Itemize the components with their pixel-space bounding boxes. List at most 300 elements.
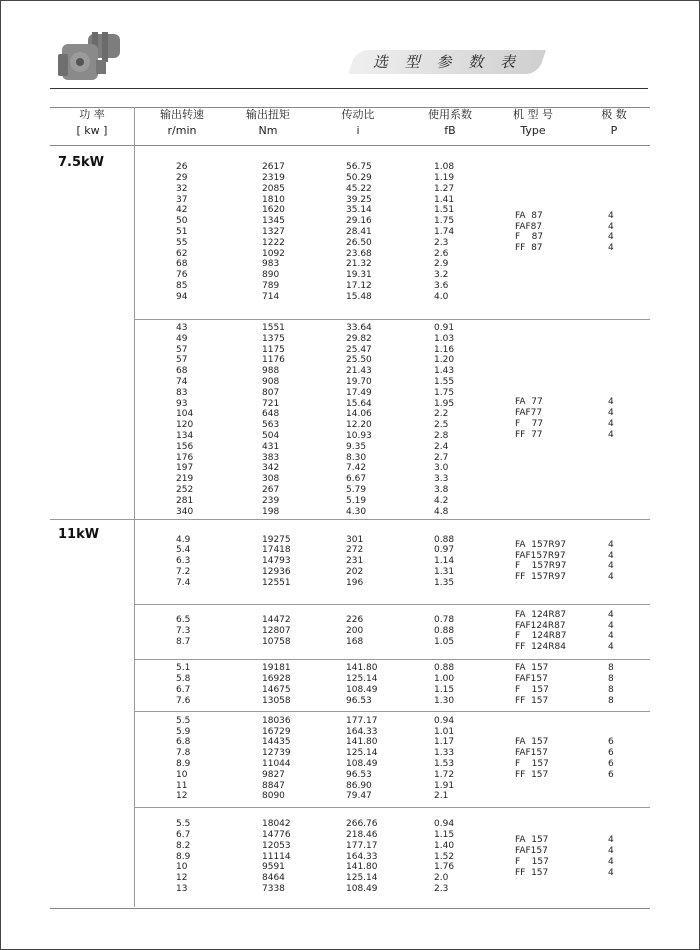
pole-count: 4 [608,609,614,620]
cell-torque: 988 [262,366,280,377]
cell-factor: 1.20 [434,355,455,366]
torque-column [262,663,291,706]
cell-speed: 8.2 [176,840,191,851]
cell-factor: 0.88 [434,534,455,545]
cell-speed: 57 [176,344,188,355]
model-type: FAF77 [515,408,543,419]
cell-torque: 19275 [262,534,291,545]
model-list [515,211,543,254]
cell-ratio: 33.64 [346,323,372,333]
cell-torque: 8464 [262,873,285,884]
cell-ratio: 125.14 [346,748,378,759]
model-type: F 157 [515,856,549,867]
cell-factor: 1.52 [434,851,455,862]
cell-torque: 14776 [262,829,291,840]
cell-ratio: 29.16 [346,216,372,227]
cell-ratio: 108.49 [346,684,378,695]
cell-ratio: 5.19 [346,495,367,506]
cell-ratio: 196 [346,577,364,588]
group-divider [134,604,650,605]
cell-speed: 51 [176,227,188,238]
model-type: FA 157R97 [515,539,567,550]
cell-speed: 219 [176,474,194,485]
cell-speed: 12 [176,873,188,884]
cell-speed: 13 [176,883,188,894]
group-divider [134,807,650,808]
model-type: FF 157 [515,867,549,878]
pole-count: 4 [608,221,614,232]
cell-speed: 42 [176,205,188,216]
cell-speed: 62 [176,248,188,259]
cell-speed: 252 [176,484,194,495]
cell-factor: 2.7 [434,452,449,463]
cell-ratio: 177.17 [346,840,378,851]
cell-factor: 4.2 [434,495,449,506]
cell-speed: 85 [176,281,188,292]
header-power [50,107,134,145]
pole-list [608,737,614,780]
header-power-label: 功 率 [79,108,105,121]
cell-factor: 1.43 [434,366,455,377]
cell-torque: 239 [262,495,280,506]
cell-factor: 3.6 [434,281,449,292]
pole-list [608,610,614,653]
cell-torque: 1092 [262,248,285,259]
header-poles-label: 极 数 [601,108,627,121]
cell-factor: 2.0 [434,873,449,884]
cell-speed: 104 [176,409,194,420]
pole-count: 4 [608,539,614,550]
cell-ratio: 25.50 [346,355,372,366]
cell-ratio: 8.30 [346,452,367,463]
cell-speed: 74 [176,376,188,387]
cell-ratio: 96.53 [346,769,372,780]
pole-count: 4 [608,418,614,429]
cell-torque: 714 [262,291,280,302]
cell-torque: 267 [262,484,280,495]
cell-ratio: 4.30 [346,506,367,517]
cell-speed: 10 [176,862,188,873]
cell-speed: 281 [176,495,194,506]
speed-column [176,663,190,706]
model-type: FAF157 [515,846,548,857]
cell-factor: 0.94 [434,715,455,726]
cell-speed: 176 [176,452,194,463]
model-type: FF 77 [515,429,543,440]
cell-speed: 6.7 [176,684,191,695]
speed-column [176,535,190,589]
cell-factor: 1.27 [434,183,455,194]
cell-speed: 57 [176,355,188,366]
pole-count: 4 [608,429,614,440]
cell-ratio: 7.42 [346,463,367,474]
pole-count: 8 [608,663,614,674]
model-list [515,737,549,780]
cell-ratio: 45.22 [346,183,372,194]
cell-ratio: 141.80 [346,862,378,873]
cell-factor: 1.95 [434,398,455,409]
cell-factor: 1.00 [434,674,455,685]
cell-torque: 13058 [262,695,291,706]
pole-count: 4 [608,232,614,243]
cell-speed: 7.8 [176,748,191,759]
factor-column [434,162,454,302]
model-list [515,397,543,440]
page-title: 选 型 参 数 表 [372,53,522,71]
model-type: FA 157 [515,737,549,748]
cell-torque: 807 [262,387,280,398]
cell-torque: 1810 [262,194,285,205]
cell-speed: 55 [176,237,188,248]
cell-speed: 6.8 [176,737,191,748]
cell-factor: 1.19 [434,173,455,184]
cell-ratio: 200 [346,626,364,637]
speed-column [176,162,187,302]
section-divider [50,519,650,520]
cell-speed: 5.8 [176,674,191,685]
cell-factor: 1.74 [434,227,455,238]
cell-speed: 11 [176,780,188,791]
cell-factor: 1.33 [434,748,455,759]
cell-torque: 8090 [262,791,285,802]
cell-speed: 83 [176,387,188,398]
header-factor-label: 使用系数 [428,108,472,121]
header-torque [232,107,304,145]
cell-factor: 1.53 [434,758,455,769]
cell-torque: 14793 [262,556,291,567]
model-type: FAF157 [515,674,548,685]
power-column-divider [134,107,135,907]
model-type: FA 157 [515,835,549,846]
cell-torque: 2085 [262,183,285,194]
cell-ratio: 15.48 [346,291,372,302]
cell-factor: 0.78 [434,615,455,626]
pole-list [608,540,614,583]
pole-count: 4 [608,243,614,254]
pole-count: 4 [608,572,614,583]
cell-factor: 1.03 [434,333,455,344]
cell-speed: 68 [176,366,188,377]
cell-torque: 14435 [262,737,291,748]
pole-count: 4 [608,631,614,642]
cell-torque: 789 [262,281,280,292]
pole-count: 4 [608,408,614,419]
pole-count: 4 [608,835,614,846]
cell-factor: 1.30 [434,695,455,706]
cell-speed: 8.7 [176,636,191,647]
model-type: FAF157 [515,748,548,759]
cell-torque: 17418 [262,545,291,556]
cell-factor: 2.2 [434,409,449,420]
cell-factor: 1.05 [434,636,455,647]
model-type: F 157 [515,684,549,695]
cell-speed: 7.2 [176,566,191,577]
cell-torque: 648 [262,409,280,420]
cell-torque: 1176 [262,355,285,366]
model-type: FA 77 [515,397,543,408]
cell-ratio: 56.75 [346,162,372,173]
cell-speed: 6.5 [176,615,191,626]
cell-speed: 32 [176,183,188,194]
cell-factor: 1.31 [434,566,455,577]
torque-column [262,323,285,517]
pole-count: 4 [608,846,614,857]
cell-ratio: 26.50 [346,237,372,248]
ratio-column [346,323,372,517]
pole-count: 4 [608,561,614,572]
cell-speed: 50 [176,216,188,227]
cell-torque: 504 [262,430,280,441]
ratio-column [346,162,372,302]
header-torque-label: 输出扭矩 [246,108,290,121]
cell-speed: 6.3 [176,556,191,567]
cell-torque: 12936 [262,566,291,577]
pole-count: 4 [608,397,614,408]
cell-torque: 983 [262,259,280,270]
cell-torque: 11044 [262,758,291,769]
cell-speed: 7.3 [176,626,191,637]
factor-column [434,716,454,802]
cell-ratio: 226 [346,615,364,626]
cell-torque: 7338 [262,883,285,894]
header-speed-label: 输出转速 [160,108,204,121]
cell-speed: 5.5 [176,819,191,830]
pole-list [608,397,614,440]
model-list [515,663,549,706]
cell-factor: 2.4 [434,441,449,452]
cell-torque: 2617 [262,162,285,173]
pole-count: 4 [608,550,614,561]
factor-column [434,615,454,647]
cell-ratio: 108.49 [346,883,378,894]
cell-factor: 1.75 [434,216,455,227]
torque-column [262,819,291,895]
cell-factor: 2.3 [434,883,449,894]
header-rule [50,145,650,146]
cell-torque: 308 [262,474,280,485]
header-power-unit: [ kw ] [76,124,108,137]
power-rating: 7.5kW [58,155,105,170]
cell-factor: 1.01 [434,726,455,737]
cell-factor: 1.91 [434,780,455,791]
header-ratio-unit: i [356,124,360,137]
cell-torque: 1620 [262,205,285,216]
cell-ratio: 141.80 [346,737,378,748]
cell-speed: 7.6 [176,695,191,706]
cell-ratio: 168 [346,636,364,647]
cell-ratio: 6.67 [346,474,367,485]
cell-factor: 3.8 [434,484,449,495]
pole-count: 8 [608,695,614,706]
cell-torque: 16729 [262,726,291,737]
model-type: FAF157R97 [515,550,566,561]
cell-ratio: 164.33 [346,726,378,737]
power-rating: 11kW [58,527,100,542]
cell-factor: 1.16 [434,344,455,355]
pole-count: 6 [608,758,614,769]
cell-speed: 5.5 [176,715,191,726]
cell-ratio: 79.47 [346,791,372,802]
model-type: F 87 [515,232,544,243]
cell-factor: 2.8 [434,430,449,441]
group-divider [134,711,650,712]
cell-speed: 6.7 [176,829,191,840]
cell-speed: 94 [176,291,188,302]
cell-ratio: 28.41 [346,227,372,238]
group-divider [134,659,650,660]
cell-torque: 12053 [262,840,291,851]
cell-torque: 11114 [262,851,291,862]
cell-ratio: 141.80 [346,663,378,674]
cell-torque: 908 [262,376,280,387]
group-divider [134,319,650,320]
cell-factor: 2.6 [434,248,449,259]
cell-ratio: 21.43 [346,366,372,377]
cell-factor: 1.15 [434,684,455,695]
ratio-column [346,663,378,706]
cell-ratio: 9.35 [346,441,367,452]
cell-ratio: 218.46 [346,829,378,840]
cell-torque: 9591 [262,862,285,873]
pole-count: 4 [608,210,614,221]
cell-factor: 1.41 [434,194,455,205]
cell-torque: 12807 [262,626,291,637]
cell-torque: 14472 [262,615,291,626]
cell-torque: 198 [262,506,280,517]
cell-speed: 197 [176,463,194,474]
header-model-label: 机 型 号 [513,108,553,121]
speed-column [176,615,190,647]
cell-speed: 43 [176,323,188,333]
cell-torque: 16928 [262,674,291,685]
cell-ratio: 231 [346,556,364,567]
cell-factor: 0.88 [434,663,455,674]
cell-factor: 3.3 [434,474,449,485]
cell-torque: 18036 [262,715,291,726]
cell-factor: 0.97 [434,545,455,556]
cell-factor: 2.9 [434,259,449,270]
cell-ratio: 12.20 [346,420,372,431]
model-type: FA 157 [515,663,549,674]
cell-ratio: 39.25 [346,194,372,205]
cell-ratio: 17.12 [346,281,372,292]
cell-ratio: 17.49 [346,387,372,398]
pole-list [608,835,614,878]
cell-speed: 49 [176,333,188,344]
cell-torque: 1345 [262,216,285,227]
cell-factor: 1.08 [434,162,455,173]
model-type: F 77 [515,418,544,429]
cell-ratio: 266.76 [346,819,378,830]
cell-ratio: 23.68 [346,248,372,259]
model-type: FF 157 [515,769,549,780]
cell-factor: 1.35 [434,577,455,588]
cell-speed: 340 [176,506,194,517]
pole-count: 6 [608,737,614,748]
cell-ratio: 50.29 [346,173,372,184]
cell-ratio: 177.17 [346,715,378,726]
cell-ratio: 125.14 [346,873,378,884]
header-ratio [322,107,394,145]
cell-ratio: 19.70 [346,376,372,387]
speed-column [176,819,190,895]
cell-torque: 8847 [262,780,285,791]
cell-torque: 431 [262,441,280,452]
factor-column [434,535,454,589]
ratio-column [346,819,378,895]
cell-ratio: 35.14 [346,205,372,216]
cell-factor: 3.0 [434,463,449,474]
cell-factor: 1.75 [434,387,455,398]
gear-motor-image [58,26,124,84]
model-type: FF 157R97 [515,572,566,583]
cell-torque: 1327 [262,227,285,238]
cell-factor: 1.40 [434,840,455,851]
cell-speed: 8.9 [176,851,191,862]
cell-speed: 8.9 [176,758,191,769]
cell-torque: 1175 [262,344,285,355]
cell-ratio: 15.64 [346,398,372,409]
cell-speed: 12 [176,791,188,802]
cell-torque: 890 [262,270,280,281]
pole-count: 4 [608,867,614,878]
header-ratio-label: 传动比 [341,108,375,121]
cell-ratio: 29.82 [346,333,372,344]
model-type: FF 87 [515,243,543,254]
cell-torque: 9827 [262,769,285,780]
cell-speed: 5.9 [176,726,191,737]
cell-torque: 1551 [262,323,285,333]
cell-speed: 7.4 [176,577,191,588]
model-type: FF 157 [515,695,549,706]
cell-factor: 0.91 [434,323,455,333]
header-model [500,107,566,145]
model-type: FAF87 [515,221,543,232]
ratio-column [346,615,363,647]
model-type: FAF124R87 [515,620,566,631]
header-factor-unit: fB [444,124,456,137]
cell-speed: 29 [176,173,188,184]
cell-ratio: 96.53 [346,695,372,706]
cell-factor: 1.15 [434,829,455,840]
cell-torque: 10758 [262,636,291,647]
cell-factor: 0.88 [434,626,455,637]
cell-factor: 1.72 [434,769,455,780]
header-speed-unit: r/min [167,124,197,137]
cell-speed: 26 [176,162,188,173]
cell-ratio: 125.14 [346,674,378,685]
model-type: FA 87 [515,210,543,221]
header-speed [146,107,218,145]
cell-speed: 37 [176,194,188,205]
cell-factor: 4.8 [434,506,449,517]
cell-speed: 120 [176,420,194,431]
pole-count: 4 [608,620,614,631]
cell-torque: 721 [262,398,280,409]
model-type: F 157R97 [515,561,567,572]
cell-factor: 1.17 [434,737,455,748]
cell-ratio: 25.47 [346,344,372,355]
pole-list [608,663,614,706]
model-list [515,835,549,878]
title-rule [50,88,648,89]
model-list [515,610,567,653]
cell-speed: 4.9 [176,534,191,545]
cell-factor: 1.14 [434,556,455,567]
pole-count: 4 [608,642,614,653]
model-type: FF 124R84 [515,642,566,653]
factor-column [434,663,454,706]
